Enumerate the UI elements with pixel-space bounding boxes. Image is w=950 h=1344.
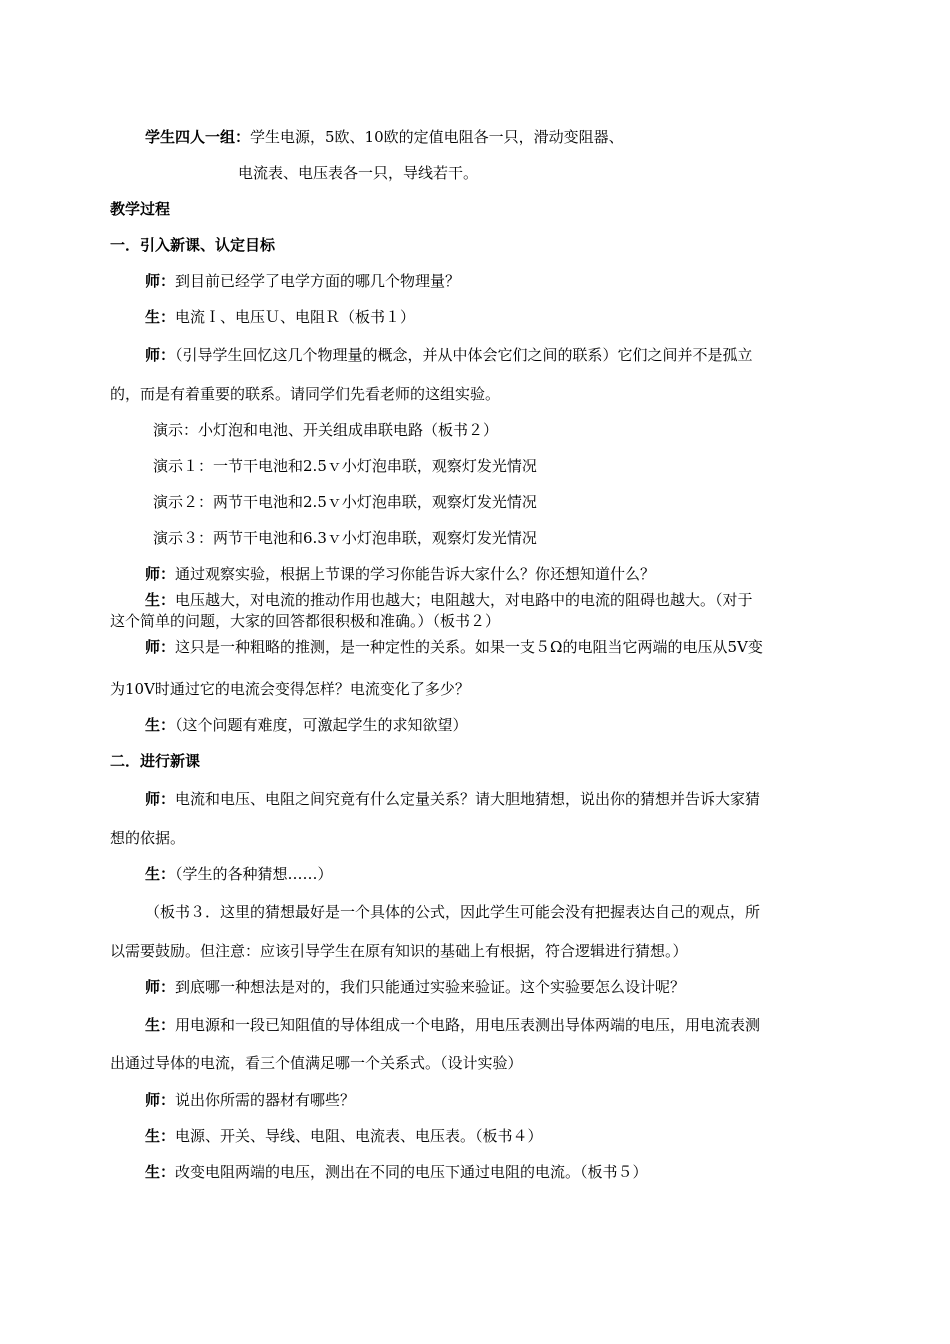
materials-line-1 bbox=[145, 127, 624, 147]
speaker-label: 师： bbox=[145, 346, 176, 364]
paragraph-continuation: 以需要鼓励。但注意：应该引导学生在原有知识的基础上有根据，符合逻辑进行猜想。） bbox=[110, 942, 688, 960]
demo-line: 演示１：一节干电池和2.5ｖ小灯泡串联，观察灯发光情况 bbox=[153, 457, 537, 475]
paragraph-text: 电压越大，对电流的推动作用也越大；电阻越大，对电路中的电流的阻碍也越大。（对于 bbox=[175, 591, 753, 609]
paragraph-text: 用电源和一段已知阻值的导体组成一个电路，用电压表测出导体两端的电压，用电流表测 bbox=[175, 1016, 761, 1034]
speaker-label: 师： bbox=[145, 638, 176, 656]
paragraph bbox=[145, 789, 760, 809]
speaker-label: 师： bbox=[145, 272, 176, 290]
paragraph-text: 说出你所需的器材有哪些？ bbox=[175, 1091, 356, 1109]
paragraph bbox=[145, 864, 333, 884]
paragraph-text: 到底哪一种想法是对的，我们只能通过实验来验证。这个实验要怎么设计呢？ bbox=[175, 978, 686, 996]
speaker-label: 生： bbox=[145, 1016, 176, 1034]
process-heading: 教学过程 bbox=[110, 200, 171, 218]
paragraph-text: 到目前已经学了电学方面的哪几个物理量？ bbox=[175, 272, 461, 290]
paragraph bbox=[145, 590, 753, 610]
paragraph-text: 电源、开关、导线、电阻、电流表、电压表。（板书４） bbox=[175, 1127, 543, 1145]
paragraph bbox=[145, 271, 460, 291]
materials-text-1: 学生电源，5欧、10欧的定值电阻各一只，滑动变阻器、 bbox=[250, 128, 624, 146]
speaker-label: 师： bbox=[145, 1091, 176, 1109]
paragraph-continuation: 这个简单的问题，大家的回答都很积极和准确。）（板书２） bbox=[110, 612, 501, 630]
paragraph-continuation: 出通过导体的电流，看三个值满足哪一个关系式。（设计实验） bbox=[110, 1054, 523, 1072]
speaker-label: 师： bbox=[145, 790, 176, 808]
speaker-label: 生： bbox=[145, 308, 176, 326]
paragraph-text: 通过观察实验，根据上节课的学习你能告诉大家什么？你还想知道什么？ bbox=[175, 565, 656, 583]
paragraph bbox=[145, 637, 763, 657]
paragraph bbox=[145, 345, 753, 365]
paragraph bbox=[145, 1090, 355, 1110]
note-paragraph: （板书３．这里的猜想最好是一个具体的公式，因此学生可能会没有把握表达自己的观点，所 bbox=[145, 903, 761, 921]
paragraph-text: （引导学生回忆这几个物理量的概念，并从中体会它们之间的联系）它们之间并不是孤立 bbox=[175, 346, 753, 364]
speaker-label: 师： bbox=[145, 978, 176, 996]
speaker-label: 生： bbox=[145, 1127, 176, 1145]
paragraph-text: 电流Ｉ、电压Ｕ、电阻Ｒ（板书１） bbox=[175, 308, 416, 326]
paragraph-text: （这个问题有难度，可激起学生的求知欲望） bbox=[175, 716, 468, 734]
section2-heading: 二．进行新课 bbox=[110, 752, 201, 770]
speaker-label: 生： bbox=[145, 591, 176, 609]
paragraph-text: （学生的各种猜想……） bbox=[175, 865, 333, 883]
demo-line: 演示：小灯泡和电池、开关组成串联电路（板书２） bbox=[153, 421, 499, 439]
speaker-label: 生： bbox=[145, 1163, 176, 1181]
paragraph bbox=[145, 977, 685, 997]
paragraph-text: 改变电阻两端的电压，测出在不同的电压下通过电阻的电流。（板书５） bbox=[175, 1163, 648, 1181]
paragraph bbox=[145, 715, 468, 735]
speaker-label: 生： bbox=[145, 865, 176, 883]
demo-line: 演示３：两节干电池和6.3ｖ小灯泡串联，观察灯发光情况 bbox=[153, 529, 537, 547]
paragraph-text: 电流和电压、电阻之间究竟有什么定量关系？请大胆地猜想，说出你的猜想并告诉大家猜 bbox=[175, 790, 761, 808]
speaker-label: 师： bbox=[145, 565, 176, 583]
speaker-label: 生： bbox=[145, 716, 176, 734]
paragraph-continuation: 为10V时通过它的电流会变得怎样？电流变化了多少？ bbox=[110, 680, 470, 698]
demo-line: 演示２：两节干电池和2.5ｖ小灯泡串联，观察灯发光情况 bbox=[153, 493, 537, 511]
materials-label: 学生四人一组： bbox=[145, 128, 251, 146]
paragraph bbox=[145, 564, 655, 584]
paragraph-continuation: 想的依据。 bbox=[110, 829, 186, 847]
section1-heading: 一．引入新课、认定目标 bbox=[110, 236, 276, 254]
paragraph bbox=[145, 1162, 648, 1182]
materials-line-2: 电流表、电压表各一只，导线若干。 bbox=[238, 164, 479, 182]
paragraph bbox=[145, 1126, 543, 1146]
paragraph-text: 这只是一种粗略的推测，是一种定性的关系。如果一支５Ω的电阻当它两端的电压从5V变 bbox=[175, 638, 763, 656]
paragraph bbox=[145, 307, 415, 327]
paragraph-continuation: 的，而是有着重要的联系。请同学们先看老师的这组实验。 bbox=[110, 385, 501, 403]
paragraph bbox=[145, 1015, 760, 1035]
